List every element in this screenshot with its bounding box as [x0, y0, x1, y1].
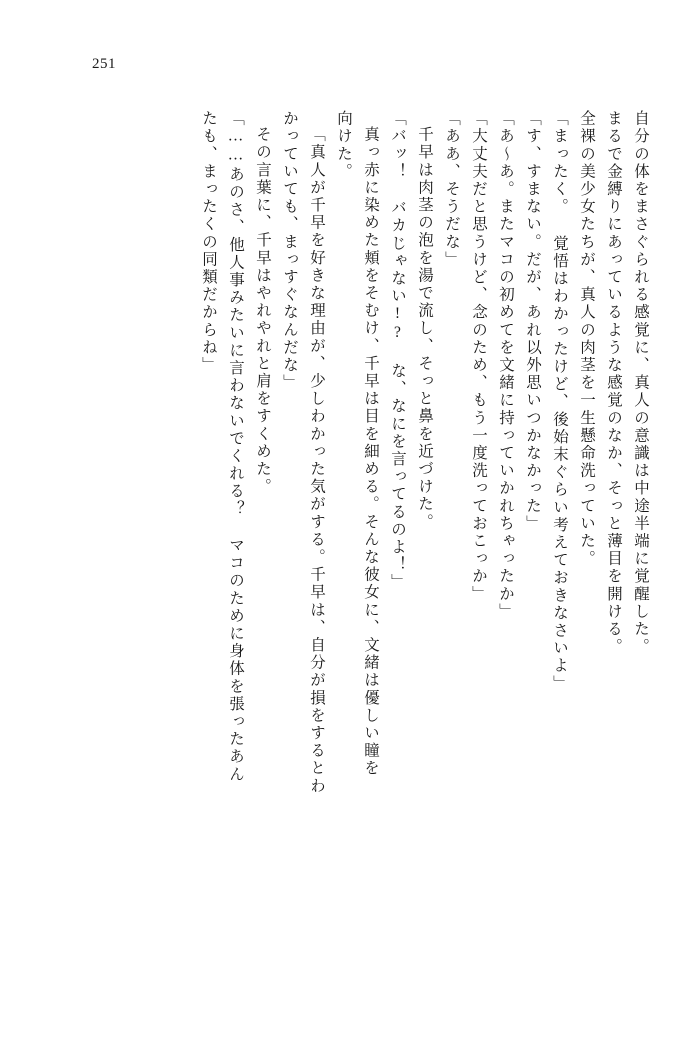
text-line: 向けた。 [335, 110, 352, 181]
text-line: 「す、すまない。だが、あれ以外思いつかなかった」 [524, 110, 541, 533]
text-line: 「真人が千早を好きな理由が、少しわかった気がする。千早は、自分が損をするとわ [308, 126, 325, 795]
text-line: 自分の体をまさぐられる感覚に、真人の意識は中途半端に覚醒した。 [632, 110, 649, 656]
text-line: 「……あのさ、他人事みたいに言わないでくれる？ マコのために身体を張ったあん [227, 110, 244, 784]
text-line: まるで金縛りにあっているような感覚のなか、そっと薄目を開ける。 [605, 110, 622, 656]
body-text [48, 110, 648, 1010]
text-line: 「あ～あ。またマコの初めてを文緒に持っていかれちゃったか」 [497, 110, 514, 621]
text-line: その言葉に、千早はやれやれと肩をすくめた。 [254, 126, 271, 496]
text-line: 「大丈夫だと思うけど、念のため、もう一度洗っておこっか」 [470, 110, 487, 603]
text-line: たも、まったくの同類だからね」 [200, 110, 217, 374]
text-line: 真っ赤に染めた頬をそむけ、千早は目を細める。そんな彼女に、文緒は優しい瞳を [362, 126, 379, 778]
text-line: 「まったく。 覚悟はわかったけど、後始末ぐらい考えておきなさいよ」 [551, 110, 568, 693]
text-line: 「バッ！ バカじゃない!? な、なにを言ってるのよ！」 [389, 110, 406, 592]
text-line: 「ああ、そうだな」 [443, 110, 460, 269]
text-line: かっていても、まっすぐなんだな」 [281, 110, 298, 392]
text-line: 千早は肉茎の泡を湯で流し、そっと鼻を近づけた。 [416, 126, 433, 531]
text-line: 全裸の美少女たちが、真人の肉茎を一生懸命洗っていた。 [578, 110, 595, 568]
page-number: 251 [92, 56, 116, 72]
